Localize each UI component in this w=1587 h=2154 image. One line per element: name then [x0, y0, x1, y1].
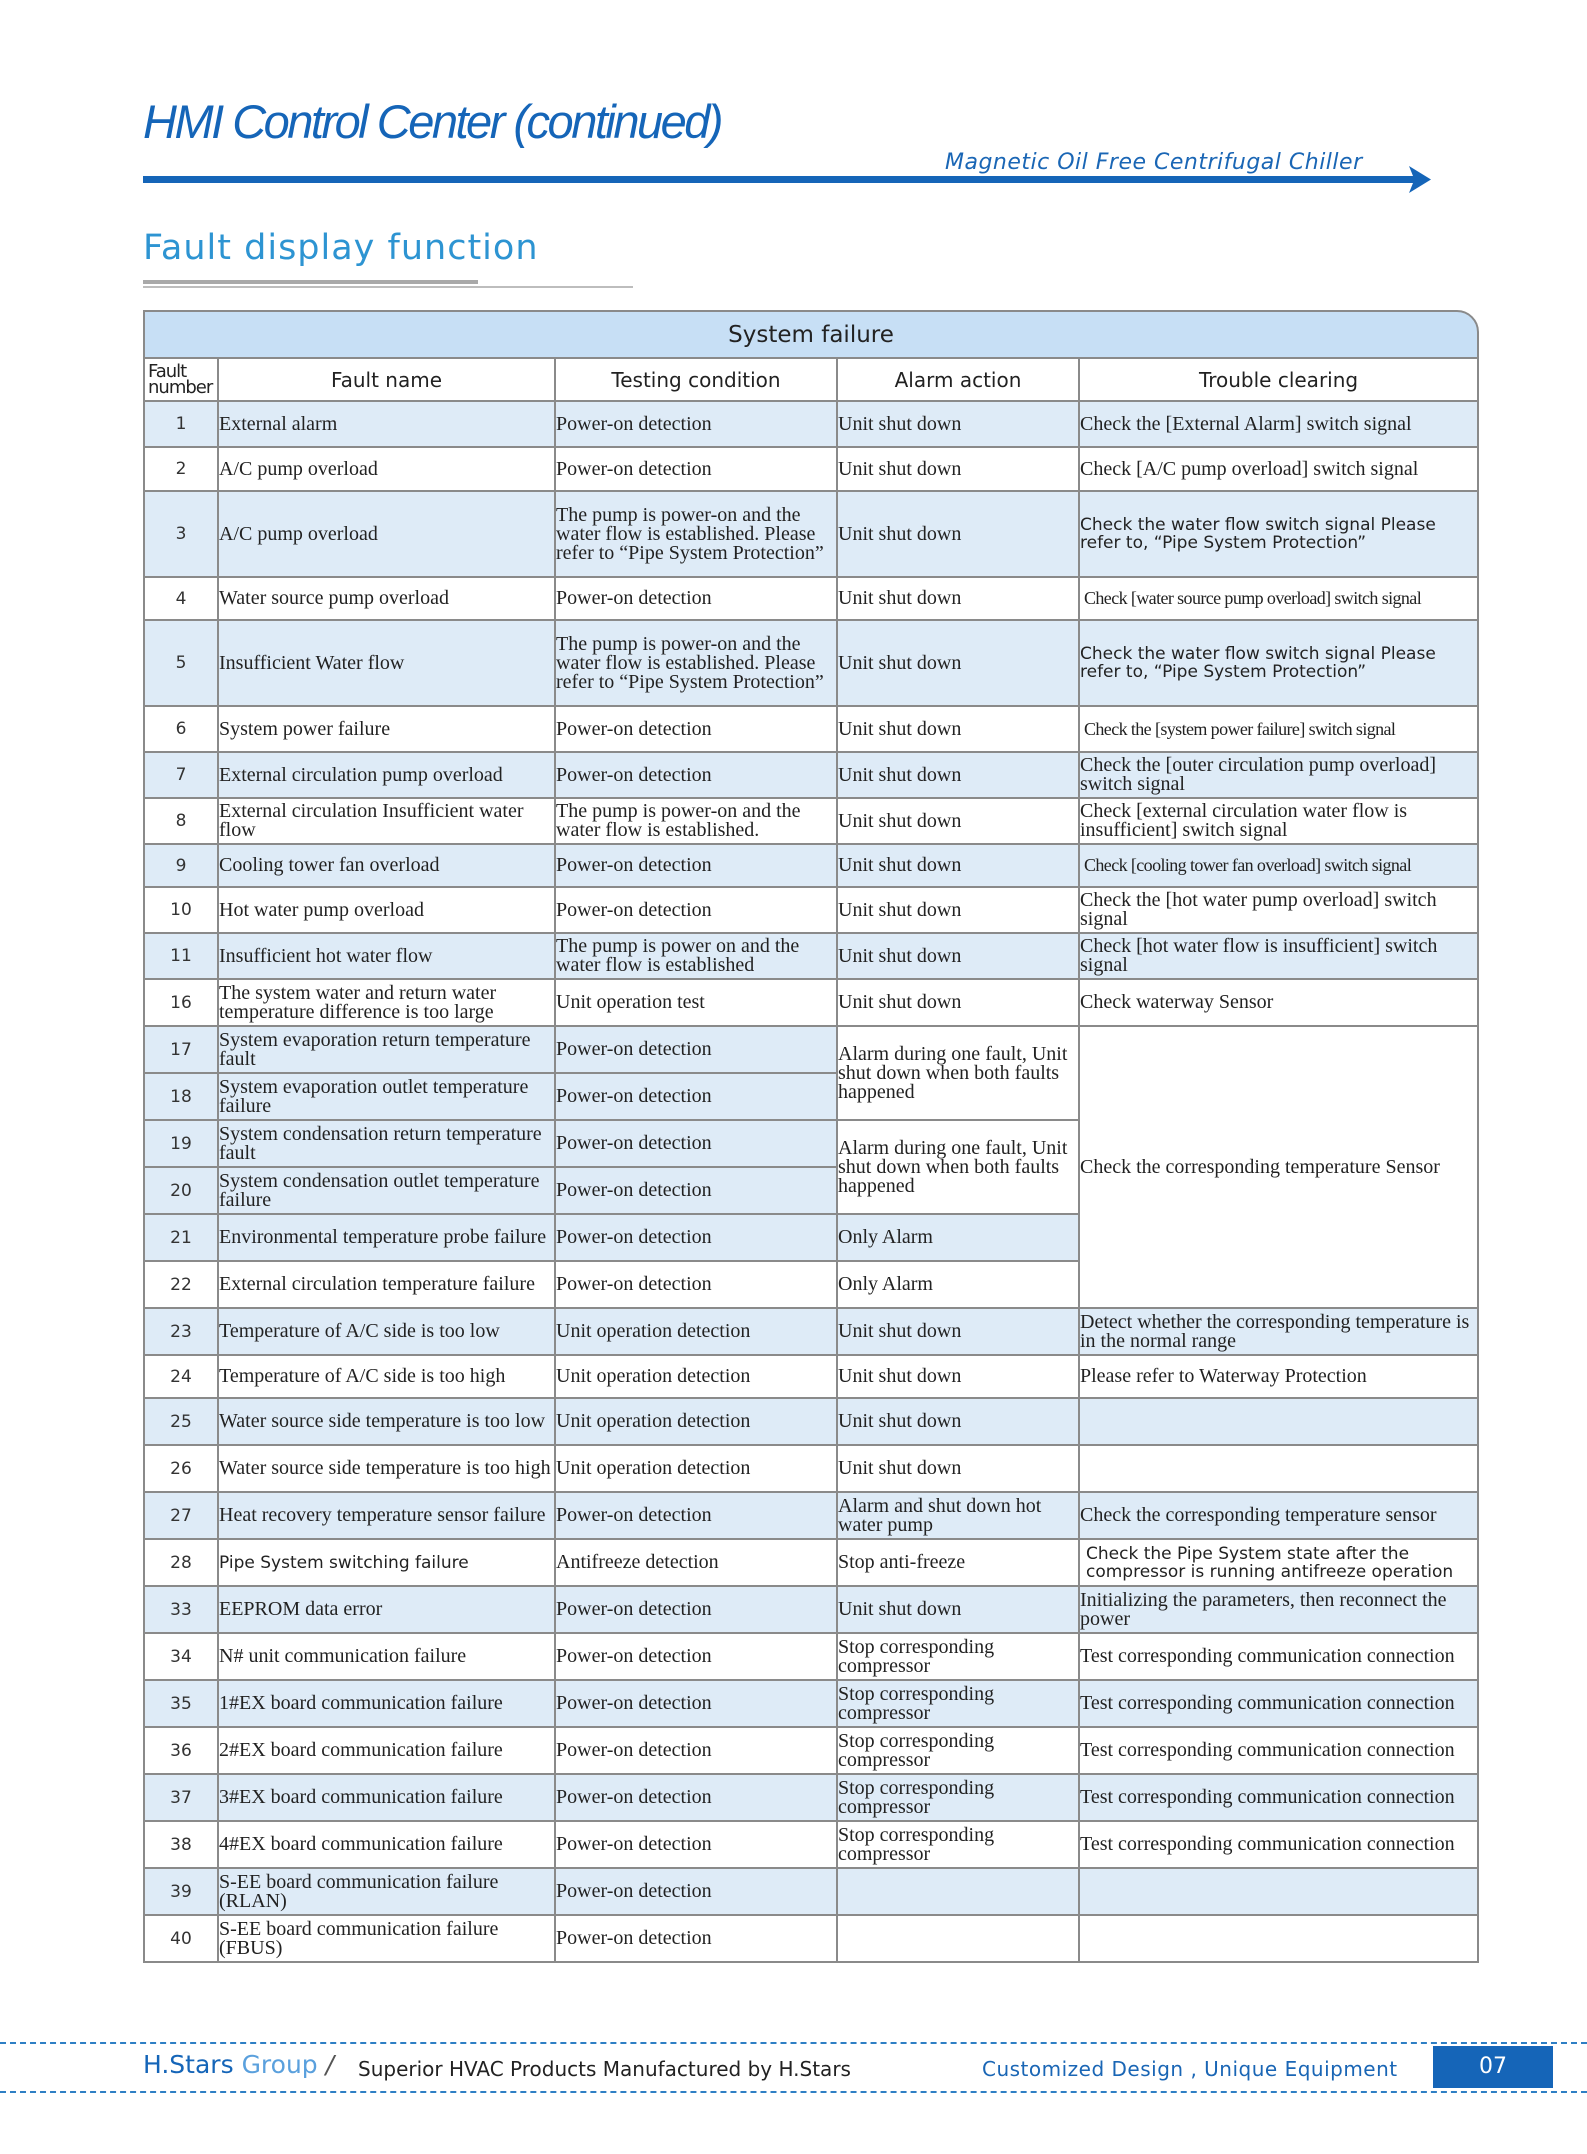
alarm-action: Unit shut down — [838, 1309, 1080, 1356]
fault-name: Water source side temperature is too low — [219, 1399, 556, 1446]
alarm-action — [838, 1869, 1080, 1916]
fault-name: External circulation temperature failure — [219, 1262, 556, 1309]
trouble-clearing: Check the corresponding temperature sensor — [1080, 1493, 1479, 1540]
trouble-clearing: Test corresponding communication connection — [1080, 1775, 1479, 1822]
header-rule — [143, 176, 1405, 183]
fault-name: External circulation pump overload — [219, 753, 556, 799]
trouble-clearing: Check waterway Sensor — [1080, 980, 1479, 1027]
trouble-clearing: Check the Pipe System state after the compressor is running antifreeze operation — [1080, 1540, 1479, 1587]
fault-number: 2 — [143, 448, 219, 492]
alarm-action: Stop corresponding compressor — [838, 1681, 1080, 1728]
fault-number: 17 — [143, 1027, 219, 1074]
column-header-fault-name: Fault name — [219, 359, 556, 402]
section-underline-thin — [143, 286, 633, 288]
testing-condition: Power-on detection — [556, 1262, 838, 1309]
trouble-clearing: Check [water source pump overload] switch signal — [1080, 578, 1479, 621]
fault-name: 1#EX board communication failure — [219, 1681, 556, 1728]
trouble-clearing: Test corresponding communication connection — [1080, 1822, 1479, 1869]
testing-condition: Unit operation detection — [556, 1446, 838, 1493]
trouble-clearing — [1080, 1869, 1479, 1916]
fault-name: System evaporation return temperature fault — [219, 1027, 556, 1074]
table-row — [143, 1446, 1479, 1493]
testing-condition: Power-on detection — [556, 1493, 838, 1540]
fault-number: 35 — [143, 1681, 219, 1728]
trouble-clearing: Detect whether the corresponding temperature is in the normal range — [1080, 1309, 1479, 1356]
trouble-clearing: Check the corresponding temperature Sensor — [1080, 1027, 1479, 1309]
fault-name: N# unit communication failure — [219, 1634, 556, 1681]
fault-name: Temperature of A/C side is too low — [219, 1309, 556, 1356]
table-row — [143, 1916, 1479, 1963]
table-row — [143, 753, 1479, 799]
testing-condition: The pump is power-on and the water flow is established. Please refer to “Pipe System Protection” — [556, 621, 838, 707]
alarm-action: Only Alarm — [838, 1215, 1080, 1262]
testing-condition: Power-on detection — [556, 1728, 838, 1775]
alarm-action: Unit shut down — [838, 934, 1080, 980]
alarm-action: Unit shut down — [838, 1399, 1080, 1446]
page-title: HMI Control Center (continued) — [143, 95, 722, 148]
fault-number: 9 — [143, 845, 219, 888]
trouble-clearing: Check the [External Alarm] switch signal — [1080, 402, 1479, 448]
testing-condition: The pump is power on and the water flow is established — [556, 934, 838, 980]
fault-number: 26 — [143, 1446, 219, 1493]
testing-condition: Power-on detection — [556, 578, 838, 621]
fault-number: 10 — [143, 888, 219, 934]
trouble-clearing: Test corresponding communication connection — [1080, 1681, 1479, 1728]
testing-condition: Unit operation detection — [556, 1356, 838, 1399]
testing-condition: Power-on detection — [556, 1916, 838, 1963]
trouble-clearing: Check [cooling tower fan overload] switch signal — [1080, 845, 1479, 888]
fault-name: Heat recovery temperature sensor failure — [219, 1493, 556, 1540]
trouble-clearing: Check the water flow switch signal Please refer to, “Pipe System Protection” — [1080, 492, 1479, 578]
testing-condition: Unit operation detection — [556, 1399, 838, 1446]
table-row — [143, 980, 1479, 1027]
fault-name: 3#EX board communication failure — [219, 1775, 556, 1822]
fault-name: S-EE board communication failure (RLAN) — [219, 1869, 556, 1916]
page-number: 07 — [1433, 2046, 1553, 2088]
fault-number: 28 — [143, 1540, 219, 1587]
fault-number: 36 — [143, 1728, 219, 1775]
alarm-action: Unit shut down — [838, 578, 1080, 621]
table-row — [143, 1681, 1479, 1728]
testing-condition: The pump is power-on and the water flow is established. — [556, 799, 838, 845]
table-row — [143, 1869, 1479, 1916]
footer-tagline: Customized Design , Unique Equipment — [982, 2057, 1398, 2081]
fault-name: 2#EX board communication failure — [219, 1728, 556, 1775]
alarm-action: Unit shut down — [838, 1587, 1080, 1634]
fault-number: 24 — [143, 1356, 219, 1399]
fault-name: Insufficient hot water flow — [219, 934, 556, 980]
testing-condition: Antifreeze detection — [556, 1540, 838, 1587]
alarm-action: Alarm during one fault, Unit shut down when both faults happened — [838, 1027, 1080, 1121]
trouble-clearing: Check the [system power failure] switch signal — [1080, 707, 1479, 753]
testing-condition: Power-on detection — [556, 1074, 838, 1121]
alarm-action: Unit shut down — [838, 1446, 1080, 1493]
fault-number: 7 — [143, 753, 219, 799]
trouble-clearing: Test corresponding communication connection — [1080, 1634, 1479, 1681]
fault-number: 25 — [143, 1399, 219, 1446]
fault-name: Insufficient Water flow — [219, 621, 556, 707]
testing-condition: Power-on detection — [556, 1027, 838, 1074]
table-row — [143, 1356, 1479, 1399]
table-row — [143, 492, 1479, 578]
alarm-action: Unit shut down — [838, 707, 1080, 753]
trouble-clearing: Check [A/C pump overload] switch signal — [1080, 448, 1479, 492]
fault-name: A/C pump overload — [219, 448, 556, 492]
testing-condition: Power-on detection — [556, 1822, 838, 1869]
fault-name: System condensation outlet temperature failure — [219, 1168, 556, 1215]
alarm-action: Unit shut down — [838, 888, 1080, 934]
alarm-action: Stop corresponding compressor — [838, 1775, 1080, 1822]
fault-name: Water source side temperature is too high — [219, 1446, 556, 1493]
fault-table — [143, 310, 1479, 1963]
table-row — [143, 1634, 1479, 1681]
fault-name: Pipe System switching failure — [219, 1540, 556, 1587]
table-row — [143, 578, 1479, 621]
table-row — [143, 1587, 1479, 1634]
fault-number: 39 — [143, 1869, 219, 1916]
arrow-right-icon — [1395, 166, 1431, 193]
fault-name: EEPROM data error — [219, 1587, 556, 1634]
fault-number: 16 — [143, 980, 219, 1027]
alarm-action: Unit shut down — [838, 845, 1080, 888]
table-row — [143, 1493, 1479, 1540]
testing-condition: Power-on detection — [556, 845, 838, 888]
footer-slogan: Superior HVAC Products Manufactured by H.Stars — [358, 2057, 851, 2081]
table-row — [143, 1728, 1479, 1775]
fault-number: 3 — [143, 492, 219, 578]
column-header-testing-condition: Testing condition — [556, 359, 838, 402]
fault-name: 4#EX board communication failure — [219, 1822, 556, 1869]
column-header-trouble-clearing: Trouble clearing — [1080, 359, 1479, 402]
table-row — [143, 1027, 1479, 1074]
fault-number: 37 — [143, 1775, 219, 1822]
testing-condition: Unit operation detection — [556, 1309, 838, 1356]
section-title: Fault display function — [143, 228, 539, 268]
brand-name: H.Stars — [143, 2050, 234, 2079]
alarm-action — [838, 1916, 1080, 1963]
testing-condition: Power-on detection — [556, 1168, 838, 1215]
fault-number: 18 — [143, 1074, 219, 1121]
testing-condition: Power-on detection — [556, 402, 838, 448]
fault-number: 33 — [143, 1587, 219, 1634]
alarm-action: Unit shut down — [838, 799, 1080, 845]
table-row — [143, 1309, 1479, 1356]
trouble-clearing: Check [hot water flow is insufficient] switch signal — [1080, 934, 1479, 980]
fault-number: 21 — [143, 1215, 219, 1262]
alarm-action: Unit shut down — [838, 980, 1080, 1027]
fault-number: 20 — [143, 1168, 219, 1215]
testing-condition: Power-on detection — [556, 888, 838, 934]
alarm-action: Unit shut down — [838, 448, 1080, 492]
fault-name: System power failure — [219, 707, 556, 753]
alarm-action: Unit shut down — [838, 621, 1080, 707]
fault-number: 38 — [143, 1822, 219, 1869]
testing-condition: Power-on detection — [556, 1869, 838, 1916]
footer-dashed-line — [0, 2042, 1587, 2044]
testing-condition: Power-on detection — [556, 1681, 838, 1728]
alarm-action: Alarm and shut down hot water pump — [838, 1493, 1080, 1540]
table-row — [143, 934, 1479, 980]
alarm-action: Unit shut down — [838, 1356, 1080, 1399]
brand-group: Group — [241, 2050, 318, 2079]
table-row — [143, 888, 1479, 934]
trouble-clearing: Check the [outer circulation pump overload] switch signal — [1080, 753, 1479, 799]
column-header-fault-number: Fault number — [143, 359, 219, 402]
column-header-alarm-action: Alarm action — [838, 359, 1080, 402]
alarm-action: Stop corresponding compressor — [838, 1728, 1080, 1775]
table-row — [143, 621, 1479, 707]
fault-name: The system water and return water temperature difference is too large — [219, 980, 556, 1027]
fault-name: System condensation return temperature fault — [219, 1121, 556, 1168]
testing-condition: Unit operation test — [556, 980, 838, 1027]
testing-condition: Power-on detection — [556, 1634, 838, 1681]
testing-condition: Power-on detection — [556, 707, 838, 753]
alarm-action: Unit shut down — [838, 492, 1080, 578]
trouble-clearing: Please refer to Waterway Protection — [1080, 1356, 1479, 1399]
fault-number: 11 — [143, 934, 219, 980]
fault-number: 1 — [143, 402, 219, 448]
fault-name: Cooling tower fan overload — [219, 845, 556, 888]
trouble-clearing: Test corresponding communication connection — [1080, 1728, 1479, 1775]
trouble-clearing: Check the water flow switch signal Please refer to, “Pipe System Protection” — [1080, 621, 1479, 707]
fault-number: 8 — [143, 799, 219, 845]
fault-name: External alarm — [219, 402, 556, 448]
testing-condition: Power-on detection — [556, 1215, 838, 1262]
fault-number: 5 — [143, 621, 219, 707]
brand-separator: / — [325, 2050, 335, 2079]
table-row — [143, 1775, 1479, 1822]
table-row — [143, 1399, 1479, 1446]
fault-name: A/C pump overload — [219, 492, 556, 578]
testing-condition: Power-on detection — [556, 1121, 838, 1168]
fault-number: 27 — [143, 1493, 219, 1540]
fault-name: S-EE board communication failure (FBUS) — [219, 1916, 556, 1963]
fault-name: Hot water pump overload — [219, 888, 556, 934]
fault-name: External circulation Insufficient water flow — [219, 799, 556, 845]
trouble-clearing: Check [external circulation water flow is insufficient] switch signal — [1080, 799, 1479, 845]
alarm-action: Only Alarm — [838, 1262, 1080, 1309]
table-row — [143, 707, 1479, 753]
testing-condition: Power-on detection — [556, 1587, 838, 1634]
fault-number: 22 — [143, 1262, 219, 1309]
alarm-action: Unit shut down — [838, 402, 1080, 448]
fault-number: 4 — [143, 578, 219, 621]
table-row — [143, 1540, 1479, 1587]
alarm-action: Alarm during one fault, Unit shut down when both faults happened — [838, 1121, 1080, 1215]
testing-condition: Power-on detection — [556, 1775, 838, 1822]
fault-name: Water source pump overload — [219, 578, 556, 621]
fault-number: 34 — [143, 1634, 219, 1681]
trouble-clearing: Initializing the parameters, then reconnect the power — [1080, 1587, 1479, 1634]
section-underline — [143, 280, 478, 284]
trouble-clearing — [1080, 1916, 1479, 1963]
trouble-clearing: Check the [hot water pump overload] switch signal — [1080, 888, 1479, 934]
testing-condition: Power-on detection — [556, 753, 838, 799]
table-row — [143, 845, 1479, 888]
fault-number: 19 — [143, 1121, 219, 1168]
alarm-action: Stop corresponding compressor — [838, 1634, 1080, 1681]
table-row — [143, 799, 1479, 845]
table-caption: System failure — [143, 310, 1479, 359]
table-row — [143, 1822, 1479, 1869]
alarm-action: Stop anti-freeze — [838, 1540, 1080, 1587]
fault-name: Environmental temperature probe failure — [219, 1215, 556, 1262]
fault-number: 40 — [143, 1916, 219, 1963]
fault-number: 23 — [143, 1309, 219, 1356]
footer-dashed-line — [0, 2091, 1587, 2093]
footer-brand — [143, 2050, 334, 2079]
testing-condition: The pump is power-on and the water flow is established. Please refer to “Pipe System Protection” — [556, 492, 838, 578]
trouble-clearing — [1080, 1399, 1479, 1446]
table-row — [143, 402, 1479, 448]
trouble-clearing — [1080, 1446, 1479, 1493]
testing-condition: Power-on detection — [556, 448, 838, 492]
page-subtitle: Magnetic Oil Free Centrifugal Chiller — [945, 150, 1363, 175]
fault-number: 6 — [143, 707, 219, 753]
fault-name: Temperature of A/C side is too high — [219, 1356, 556, 1399]
alarm-action: Unit shut down — [838, 753, 1080, 799]
alarm-action: Stop corresponding compressor — [838, 1822, 1080, 1869]
fault-name: System evaporation outlet temperature failure — [219, 1074, 556, 1121]
table-row — [143, 448, 1479, 492]
